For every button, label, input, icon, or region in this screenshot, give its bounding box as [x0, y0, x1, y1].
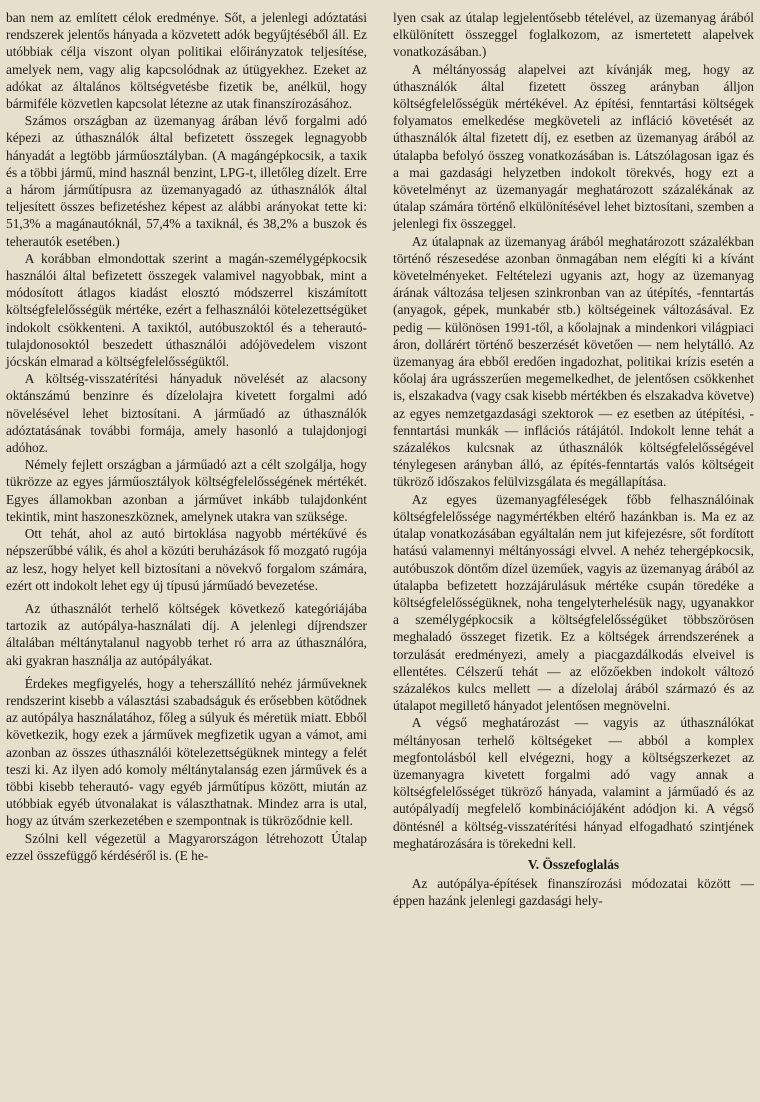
left-column [6, 9, 367, 1102]
paragraph: Szólni kell végezetül a Magyarországon létrehozott Útalap ezzel összefüggő kérdéséről is. (E he- [6, 830, 367, 863]
paragraph: Némely fejlett országban a járműadó azt a célt szolgálja, hogy tükrözze az egyes járműosztályok költségfelelősségének mértékét. Egyes államokban azonban a járművet inkább tulajdonként tekintik, mint haszoneszköznek, amelynek utakra van szüksége. [6, 457, 367, 524]
paragraph: Az útalapnak az üzemanyag árából meghatározott százalékban történő részesedése azonban önmagában nem elégíti ki a kívánt követelményeket. Feltételezi ugyanis azt, hogy az üzemanyag árának változása teljesen szinkronban van az útépítés, -fenntartás (anyagok, gépek, munkabér stb.) költségeinek változásával. Ez pedig — különösen 1991-től, a kőolajnak a mindenkori világpiaci áron, dollárért történő beszerzését követően — nem helytálló. Az üzemanyag ára ebből eredően ingadozhat, politikai krízis esetén a kőolaj ára ugrásszerűen megemelkedhet, de jelentősen csökkenhet is, elszakadva (vagy csak kisebb mértékben és elszakadva követve) az egyes nemzetgazdasági szektorok — ez esetben az útépítési, -fenntartási munkák — inflációs rátájától. Indokolt lenne tehát a százalékos kulcsnak az úthasználók költségfelelősségével ténylegesen arányban álló, az építés-fenntartás valós költségeit tükröző időszakos felülvizsgálata és megállapítása. [393, 233, 754, 490]
paragraph: A méltányosság alapelvei azt kívánják meg, hogy az úthasználók által fizetett összeg arányban álljon költségfelelősségük mértékével. Az építési, fenntartási költségek folyamatos emelkedése megköveteli az infláció követését az úthasználók által fizetett díj, ez esetben az üzemanyag árából az útalapba befolyó összeg vonatkozásában is. Látszólagosan igaz és a mai gazdasági helyzetben indokolt törekvés, hogy ezt a követelményt az üzemanyagár meghatározott százalékának az útalap számára történő elkülönítésével lehet biztosítani, szemben a jelenlegi fix összeggel. [393, 61, 754, 232]
paragraph: A költség-visszatérítési hányaduk növelését az alacsony oktánszámú benzinre és dízelolajra kivetett forgalmi adó növelésével lehet biztosítani. A járműadó az úthasználók adóztatásának további formája, amely hasonló a tulajdonjogi adóhoz. [6, 371, 367, 456]
paragraph: lyen csak az útalap legjelentősebb tételével, az üzemanyag árából elkülönített összeggel foglalkozom, az ismertetett alapelvek vonatkozásában.) [393, 10, 754, 60]
paragraph: Ott tehát, ahol az autó birtoklása nagyobb mértékűvé és népszerűbbé válik, és ahol a közúti beruházások fő mozgató rugója az lesz, hogy helyet kell biztosítani a növekvő forgalom számára, ezért ott indokolt lehet egy új típusú járműadó bevezetése. [6, 526, 367, 593]
right-column [393, 9, 754, 1102]
paragraph: ban nem az említett célok eredménye. Sőt, a jelenlegi adóztatási rendszerek jelentős hányada a közvetett adók begyűjtéséből áll. Ez utóbbiak célja viszont olyan politikai előirányzatok teljesítése, amelyek nem, vagy alig kapcsolódnak az útügyekhez. Ezeket az adókat az általános költségvetésbe fizetik be, anélkül, hogy bármiféle közvetlen kapcsolat létezne az utak finanszírozásához. [6, 10, 367, 112]
section-heading: V. Összefoglalás [527, 856, 620, 872]
paragraph: A végső meghatározást — vagyis az úthasználókat méltányosan terhelő költségeket — abból a komplex megfontolásból kell elvégezni, hogy a költségszerkezet az üzemanyagra kivetett forgalmi adó vagy annak a költségfelelősséget tükröző hányada, valamint a járműadó és az autópályadíj megfelelő kombinációjáként adódjon ki. A végső döntésnél a költség-visszatérítési hányad elfogadható szintjének meghatározására is törekedni kell. [393, 715, 754, 851]
paragraph: Az úthasználót terhelő költségek következő kategóriájába tartozik az autópálya-használati díj. A jelenlegi díjrendszer általában méltánytalanul nagyobb terhet ró arra az úthasználóra, aki gyakran használja az autópályákat. [6, 600, 367, 668]
paragraph: Számos országban az üzemanyag árában lévő forgalmi adó képezi az úthasználók által befizetett összegek legnagyobb hányadát a legtöbb járműosztályban. (A magángépkocsik, a taxik és a többi jármű, mind használ benzint, LPG-t, illetőleg dízelt. Erre a három járműtípusra az üzemanyagadó az úthasználók által teljesített összes befizetéshez képest az alábbi arányokat tette ki: 51,3% a magánautóknál, 57,4% a taxiknál, és 38,2% a buszok és teherautók esetében.) [6, 113, 367, 249]
paragraph: A korábban elmondottak szerint a magán-személygépkocsik használói által befizetett összegek valamivel nagyobbak, mint a módosított átlagos kiadást elosztó módszerrel kiszámított költségfelelősségük mértéke, ezért a felhasználói kötelezettségüket indokolt csökkenteni. A taxiktól, autóbuszoktól és a teherautó-tulajdonosoktól beszedett úthasználói adójövedelem viszont jócskán elmarad a költségfelelősségüktől. [6, 250, 367, 370]
paragraph: Az autópálya-építések finanszírozási módozatai között — éppen hazánk jelenlegi gazdasági hely- [393, 876, 754, 909]
paragraph: Az egyes üzemanyagféleségek főbb felhasználóinak költségfelelőssége nagymértékben eltérő hazánkban is. Ma ez az útalap vonatkozásában egyáltalán nem jut kifejezésre, sőt fordított hatású valamennyi méltányossági elvvel. A nehéz tehergépkocsik, autóbuszok döntőm dízel üzeműek, vagyis az üzemanyag árából az útalapba befizetett hozzájárulásuk mértéke csupán töredéke a költségfelelősségüknek, noha tengelyterhelésük nagy, ugyanakkor a személygépkocsik a költségfelelősségüket többszörösen meghaladó összeget fizetik. Ez a költségek árrendszerének a torzulását eredményezi, amely a piacgazdálkodás elveivel is ellentétes. Célszerű tehát — az előzőekben indokolt változó százalékos kulcs mellett — a dízelolaj árából származó és az útalapot megillető hányadot jelentősen megnövelni. [393, 491, 754, 714]
paragraph: Érdekes megfigyelés, hogy a teherszállító nehéz járműveknek rendszerint kisebb a választási szabadságuk és erősebben kötődnek az autópálya használatához, főleg a súlyuk és méretük miatt. Ebből következik, hogy ezek a járművek megfizetik ugyan a vámot, ami azonban az összes úthasználói kötelezettségüknek mintegy a felét teszi ki. Az ilyen adó komoly méltánytalanság ezen járművek és a többi kisebb teherautó- vagy egyéb járműtípus között, miután az utóbbiak egyéb útvonalakat is választhatnak. Mindez arra is utal, hogy az útvám szerkezetében e szempontnak is tükröződnie kell. [6, 675, 367, 829]
